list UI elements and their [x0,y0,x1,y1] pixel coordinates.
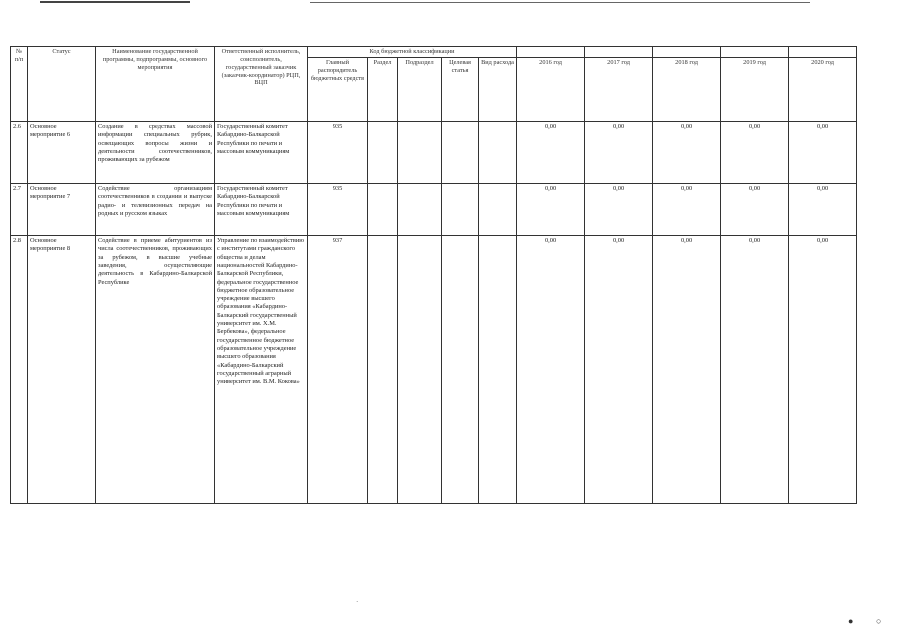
row-value-2019: 0,00 [721,235,789,503]
row-name: Содействие в приеме абитуриентов из числа соотечественников, проживающих за рубежом, в высшие учебные заведения, осуществляющие деятельность в Кабардино-Балкарской Республике [96,235,215,503]
header-status: Статус [28,47,96,122]
row-podrazdel [398,235,442,503]
row-value-2016: 0,00 [517,183,585,235]
budget-table [10,46,857,504]
row-value-2019: 0,00 [721,183,789,235]
scan-artifact-line [310,2,810,3]
header-num: № п/п [11,47,28,122]
row-value-2018: 0,00 [653,183,721,235]
row-num: 2.8 [11,235,28,503]
row-podrazdel [398,121,442,183]
header-kbk-group: Код бюджетной классификации [308,47,517,58]
row-value-2018: 0,00 [653,235,721,503]
row-responsible: Управление по взаимодействию с институтами гражданского общества и делам национальностей Кабардино-Балкарской Республики, федеральное государственное бюджетное образовательное учреждение высшего образования «Кабардино-Балкарский государственный университет им. Х.М. Бербекова», федеральное государственное бюджетное образовательное учреждение высшего образования «Кабардино-Балкарский государственный аграрный университет им. В.М. Кокова» [215,235,308,503]
header-year-spacer [789,47,857,58]
row-value-2016: 0,00 [517,235,585,503]
row-value-2017: 0,00 [585,235,653,503]
row-value-2017: 0,00 [585,183,653,235]
row-status: Основное мероприятие 6 [28,121,96,183]
header-kbk-vr: Вид расхода [479,57,517,121]
row-value-2018: 0,00 [653,121,721,183]
scan-artifact-line [40,1,190,3]
row-cs [442,121,479,183]
row-responsible: Государственный комитет Кабардино-Балкарской Республики по печати и массовым коммуникациям [215,121,308,183]
row-name: Содействие организациям соотечественников в создании и выпуске радио- и телевизионных передач на родных и русском языках [96,183,215,235]
header-year-spacer [653,47,721,58]
table-row [11,235,857,503]
row-value-2016: 0,00 [517,121,585,183]
row-value-2020: 0,00 [789,235,857,503]
header-year-2019: 2019 год [721,57,789,121]
header-year-spacer [585,47,653,58]
header-year-2016: 2016 год [517,57,585,121]
table-row [11,183,857,235]
header-kbk-podrazdel: Подраздел [398,57,442,121]
header-kbk-cs: Целевая статья [442,57,479,121]
row-value-2017: 0,00 [585,121,653,183]
row-vr [479,183,517,235]
header-year-spacer [721,47,789,58]
header-year-2020: 2020 год [789,57,857,121]
row-grbs: 935 [308,183,368,235]
row-vr [479,121,517,183]
scan-mark: ○ [876,616,882,626]
row-razdel [368,121,398,183]
header-kbk-grbs: Главный распорядитель бюджетных средств [308,57,368,121]
scan-speck: · [356,598,359,606]
row-razdel [368,183,398,235]
row-cs [442,235,479,503]
row-value-2020: 0,00 [789,183,857,235]
row-razdel [368,235,398,503]
row-name: Создание в средствах массовой информации специальных рубрик, освещающих вопросы жизни и деятельности соотечественников, проживающих за рубежом [96,121,215,183]
row-num: 2.7 [11,183,28,235]
header-name: Наименование государственной программы, подпрограммы, основного мероприятия [96,47,215,122]
row-podrazdel [398,183,442,235]
header-year-spacer [517,47,585,58]
header-year-2018: 2018 год [653,57,721,121]
row-grbs: 937 [308,235,368,503]
row-num: 2.6 [11,121,28,183]
table-row [11,121,857,183]
scan-mark: ● [848,616,854,626]
row-responsible: Государственный комитет Кабардино-Балкарской Республики по печати и массовым коммуникациям [215,183,308,235]
row-grbs: 935 [308,121,368,183]
row-vr [479,235,517,503]
row-value-2019: 0,00 [721,121,789,183]
row-status: Основное мероприятие 8 [28,235,96,503]
row-status: Основное мероприятие 7 [28,183,96,235]
header-kbk-razdel: Раздел [368,57,398,121]
header-year-2017: 2017 год [585,57,653,121]
header-responsible: Ответственный исполнитель, соисполнитель, государственный заказчик (заказчик-координатор) РЦП, ВЦП [215,47,308,122]
row-value-2020: 0,00 [789,121,857,183]
row-cs [442,183,479,235]
